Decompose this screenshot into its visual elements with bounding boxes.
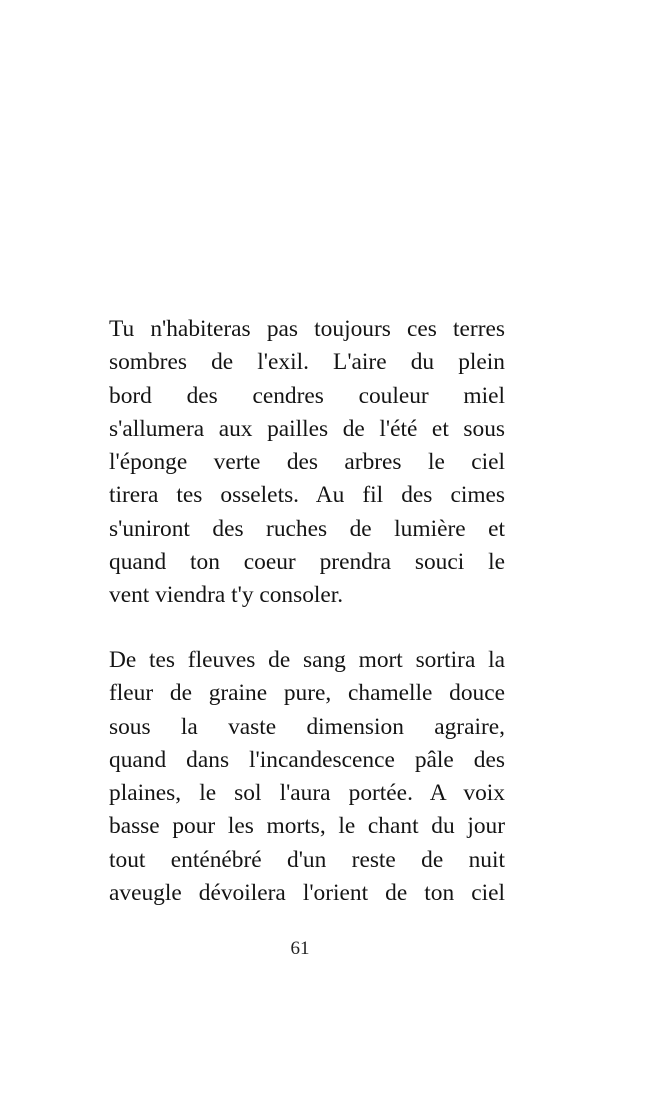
paragraph-2	[109, 644, 505, 910]
text-line: Tu n'habiteras pas toujours ces terres	[109, 316, 505, 342]
text-line: s'allumera aux pailles de l'été et sous	[109, 415, 505, 442]
text-line: sous la vaste dimension agraire,	[109, 713, 505, 740]
text-line: tirera tes osselets. Au fil des cimes	[109, 482, 505, 509]
paragraph-1	[109, 313, 505, 613]
text-line: l'éponge verte des arbres le ciel	[109, 449, 505, 476]
text-line: vent viendra t'y consoler.	[109, 582, 344, 609]
text-line: s'uniront des ruches de lumière et	[109, 515, 505, 542]
text-line: quand ton coeur prendra souci le	[109, 549, 505, 576]
text-line: basse pour les morts, le chant du jour	[109, 813, 505, 840]
text-line: De tes fleuves de sang mort sortira la	[109, 647, 505, 673]
page-number: 61	[290, 938, 310, 959]
text-line: bord des cendres couleur miel	[109, 382, 505, 409]
text-line: tout enténébré d'un reste de nuit	[109, 846, 505, 873]
text-line: sombres de l'exil. L'aire du plein	[109, 349, 505, 376]
text-line: quand dans l'incandescence pâle des	[109, 746, 505, 773]
text-line: plaines, le sol l'aura portée. A voix	[109, 780, 505, 807]
text-line: fleur de graine pure, chamelle douce	[109, 680, 505, 707]
text-line: aveugle dévoilera l'orient de ton ciel	[109, 880, 505, 907]
